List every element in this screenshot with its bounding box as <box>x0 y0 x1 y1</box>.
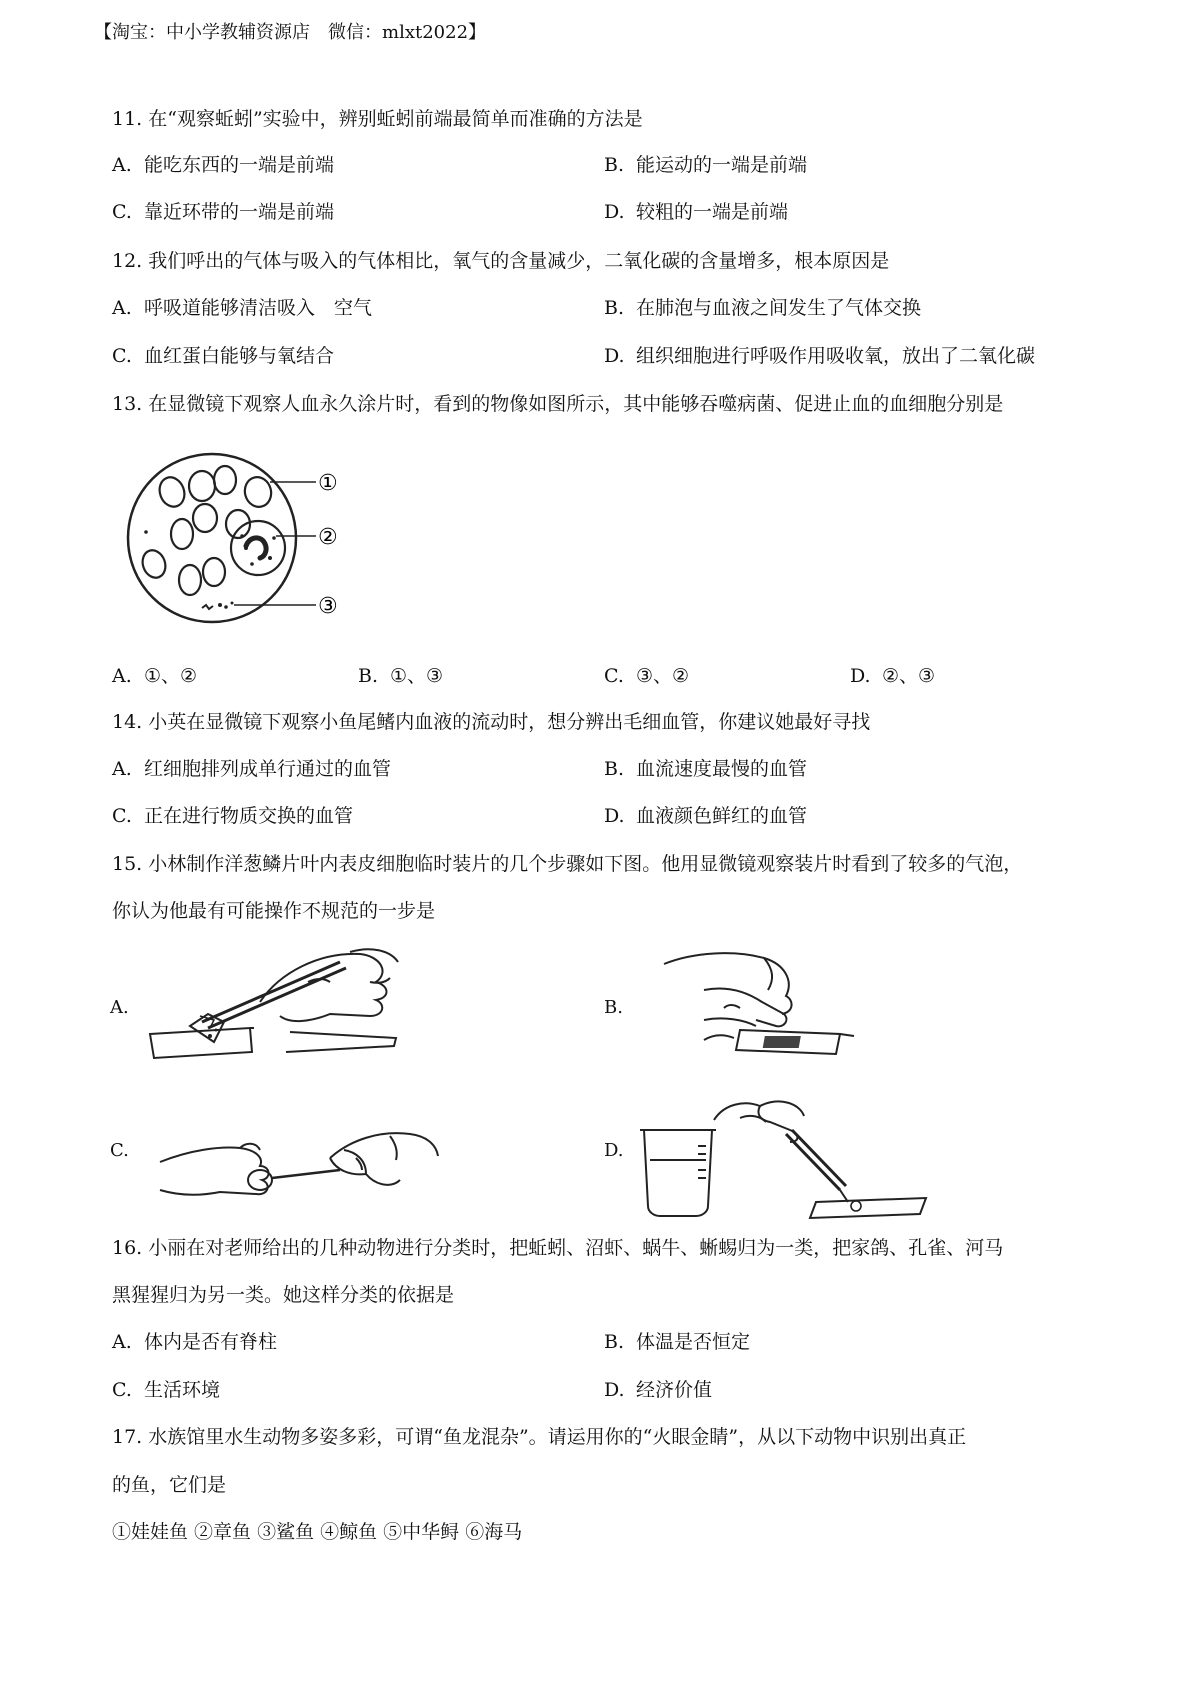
q14-option-a[interactable] <box>112 754 391 781</box>
option-key: A. <box>112 665 132 687</box>
q14-option-b[interactable] <box>604 754 807 781</box>
option-text: 血红蛋白能够与氧结合 <box>144 345 335 367</box>
q13-option-d[interactable] <box>850 661 935 688</box>
option-key: C. <box>112 201 132 223</box>
q15-option-c-label[interactable]: C. <box>110 1140 129 1161</box>
option-key: B. <box>604 154 625 176</box>
q16-option-b[interactable] <box>604 1327 750 1354</box>
q11-stem: 11. 在“观察蚯蚓”实验中，辨别蚯蚓前端最简单而准确的方法是 <box>112 108 643 130</box>
q15-option-d-label[interactable]: D. <box>604 1140 624 1161</box>
q13-option-b[interactable] <box>358 661 443 688</box>
step-b-coverslip-figure[interactable] <box>644 950 874 1060</box>
platelets <box>202 602 234 610</box>
q14-option-d[interactable] <box>604 801 807 828</box>
option-key: D. <box>604 1379 625 1401</box>
q16-option-d[interactable] <box>604 1375 712 1402</box>
step-a-forceps-slide-figure[interactable] <box>140 942 400 1062</box>
q16-option-a[interactable] <box>112 1327 277 1354</box>
q11-option-a[interactable] <box>112 150 334 177</box>
option-key: A. <box>112 758 132 780</box>
option-text: ③、② <box>636 665 690 687</box>
option-text: 在肺泡与血液之间发生了气体交换 <box>636 297 922 319</box>
option-key: D. <box>604 805 625 827</box>
option-text: 经济价值 <box>636 1379 713 1401</box>
q17-stem-line1: 17. 水族馆里水生动物多姿多彩，可谓“鱼龙混杂”。请运用你的“火眼金睛”，从以下动物中识别出真正 <box>112 1426 967 1448</box>
option-key: A. <box>112 297 132 319</box>
q12-stem: 12. 我们呼出的气体与吸入的气体相比，氧气的含量减少，二氧化碳的含量增多，根本原因是 <box>112 250 890 272</box>
option-key: A. <box>112 1331 132 1353</box>
q13-stem: 13. 在显微镜下观察人血永久涂片时，看到的物像如图所示，其中能够吞噬病菌、促进止血的血细胞分别是 <box>112 393 1004 415</box>
step-d-dropper-beaker-figure[interactable] <box>640 1090 940 1220</box>
option-text: 能吃东西的一端是前端 <box>144 154 335 176</box>
option-key: D. <box>850 665 871 687</box>
white-blood-cell <box>231 521 285 575</box>
option-text: 体温是否恒定 <box>636 1331 751 1353</box>
option-text: 呼吸道能够清洁吸入 空气 <box>144 297 373 319</box>
q16-stem-line1: 16. 小丽在对老师给出的几种动物进行分类时，把蚯蚓、沼虾、蜗牛、蜥蜴归为一类，把家鸽、孔雀、河马 <box>112 1237 1004 1259</box>
label-3: ③ <box>318 594 338 619</box>
option-text: 生活环境 <box>144 1379 221 1401</box>
option-text: 体内是否有脊柱 <box>144 1331 278 1353</box>
option-text: ①、② <box>144 665 198 687</box>
q15-option-b-label[interactable]: B. <box>604 997 623 1018</box>
option-text: 红细胞排列成单行通过的血管 <box>144 758 392 780</box>
option-text: 组织细胞进行呼吸作用吸收氧，放出了二氧化碳 <box>636 345 1036 367</box>
option-key: C. <box>604 665 624 687</box>
q15-option-a-label[interactable]: A. <box>110 997 129 1018</box>
q16-stem-line2: 黑猩猩归为另一类。她这样分类的依据是 <box>112 1284 455 1306</box>
q17-stem-line2: 的鱼，它们是 <box>112 1474 227 1496</box>
option-key: B. <box>604 758 625 780</box>
option-key: D. <box>604 345 625 367</box>
q17-animal-list: ①娃娃鱼 ②章鱼 ③鲨鱼 ④鲸鱼 ⑤中华鲟 ⑥海马 <box>112 1521 523 1543</box>
option-key: A. <box>112 154 132 176</box>
option-text: ②、③ <box>882 665 936 687</box>
field-of-view-outline <box>128 454 296 622</box>
option-text: 血流速度最慢的血管 <box>636 758 808 780</box>
option-text: 正在进行物质交换的血管 <box>144 805 354 827</box>
label-2: ② <box>318 525 338 550</box>
option-text: 血液颜色鲜红的血管 <box>636 805 808 827</box>
q15-stem-line2: 你认为他最有可能操作不规范的一步是 <box>112 900 436 922</box>
option-text: ①、③ <box>390 665 444 687</box>
option-text: 较粗的一端是前端 <box>636 201 789 223</box>
option-key: D. <box>604 201 625 223</box>
option-key: B. <box>358 665 379 687</box>
option-text: 能运动的一端是前端 <box>636 154 808 176</box>
option-key: B. <box>604 1331 625 1353</box>
header-watermark: 【淘宝：中小学教辅资源店 微信：mlxt2022】 <box>94 22 487 43</box>
step-c-tearing-epidermis-figure[interactable] <box>160 1100 440 1210</box>
q15-stem-line1: 15. 小林制作洋葱鳞片叶内表皮细胞临时装片的几个步骤如下图。他用显微镜观察装片时看到了较多的气泡， <box>112 853 1023 875</box>
q11-option-c[interactable] <box>112 197 334 224</box>
label-1: ① <box>318 471 338 496</box>
option-text: 靠近环带的一端是前端 <box>144 201 335 223</box>
q12-option-b[interactable] <box>604 293 921 320</box>
q12-option-d[interactable] <box>604 341 1035 368</box>
q11-option-b[interactable] <box>604 150 807 177</box>
option-key: C. <box>112 345 132 367</box>
q13-option-a[interactable] <box>112 661 197 688</box>
option-key: C. <box>112 1379 132 1401</box>
q13-option-c[interactable] <box>604 661 689 688</box>
q12-option-c[interactable] <box>112 341 334 368</box>
q11-option-d[interactable] <box>604 197 788 224</box>
option-key: B. <box>604 297 625 319</box>
q14-option-c[interactable] <box>112 801 353 828</box>
q12-option-a[interactable] <box>112 293 372 320</box>
q14-stem: 14. 小英在显微镜下观察小鱼尾鳍内血液的流动时，想分辨出毛细血管，你建议她最好寻找 <box>112 711 871 733</box>
q16-option-c[interactable] <box>112 1375 220 1402</box>
blood-smear-figure <box>110 440 390 640</box>
option-key: C. <box>112 805 132 827</box>
